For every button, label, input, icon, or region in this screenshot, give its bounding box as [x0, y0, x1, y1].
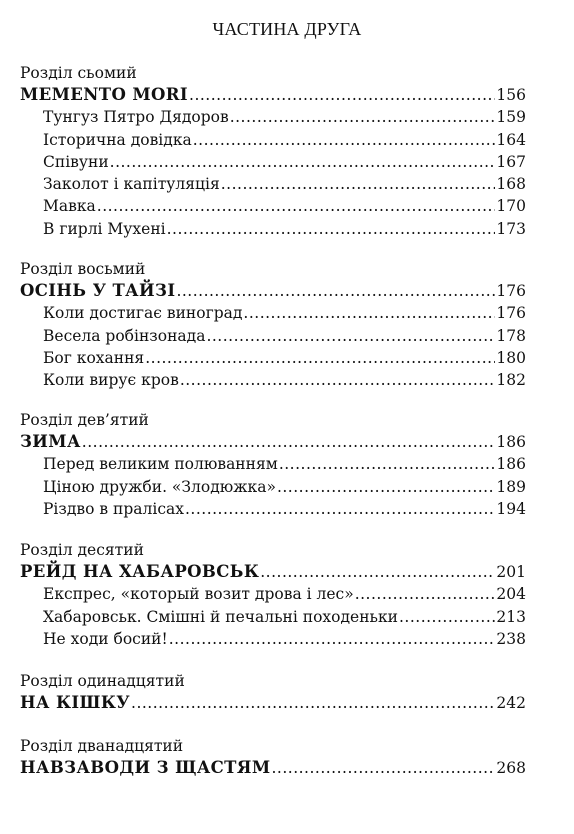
section-label: Розділ одинадцятий: [20, 672, 185, 690]
dot-leader: [399, 606, 495, 628]
entry-title: Весела робінзонада: [43, 326, 206, 345]
toc-entry[interactable]: [20, 151, 526, 173]
section-label: Розділ сьомий: [20, 64, 137, 82]
chapter-title: НАВЗАВОДИ З ЩАСТЯМ: [20, 758, 271, 777]
entry-title: Співуни: [43, 152, 109, 171]
entry-title: Бог кохання: [43, 348, 145, 367]
entry-title: Заколот і капітуляція: [43, 175, 220, 194]
page-number: 189: [496, 477, 526, 496]
toc-entry[interactable]: [20, 302, 526, 324]
page-number: 176: [496, 304, 526, 323]
entry-title: Експрес, «который возит дрова і лес»: [43, 585, 354, 604]
dot-leader: [277, 476, 495, 498]
dot-leader: [193, 129, 496, 151]
toc-section-11: [20, 670, 526, 714]
toc-entry[interactable]: [20, 476, 526, 498]
part-title: ЧАСТИНА ДРУГА: [212, 19, 362, 39]
toc-entry[interactable]: [20, 606, 526, 628]
page-number: 164: [496, 130, 526, 149]
entry-title: Коли достигає виноград: [43, 304, 243, 323]
chapter-row[interactable]: [20, 84, 526, 106]
page-number: 186: [496, 455, 526, 474]
toc-section-10: [20, 539, 526, 650]
toc-section-8: [20, 258, 526, 391]
section-label: Розділ дванадцятий: [20, 737, 184, 755]
page-number: 159: [496, 108, 526, 127]
dot-leader: [279, 453, 496, 475]
dot-leader: [169, 628, 496, 650]
chapter-row[interactable]: [20, 280, 526, 302]
page-number: 182: [496, 371, 526, 390]
page-number: 213: [496, 607, 526, 626]
toc-section-9: [20, 409, 526, 520]
dot-leader: [221, 173, 496, 195]
page-number: 180: [496, 348, 526, 367]
dot-leader: [243, 302, 495, 324]
toc-entry[interactable]: [20, 347, 526, 369]
entry-title: Тунгуз Пятро Дядоров: [43, 108, 229, 127]
toc-entry[interactable]: [20, 369, 526, 391]
toc-entry[interactable]: [20, 173, 526, 195]
section-label: Розділ дев’ятий: [20, 411, 149, 429]
dot-leader: [97, 195, 496, 217]
entry-title: Ціною дружби. «Злодюжка»: [43, 477, 276, 496]
dot-leader: [355, 583, 496, 605]
page-number: 204: [496, 585, 526, 604]
chapter-row[interactable]: [20, 431, 526, 453]
dot-leader: [189, 84, 495, 106]
dot-leader: [206, 325, 495, 347]
toc-entry[interactable]: [20, 195, 526, 217]
page-number: 173: [496, 219, 526, 238]
page-number: 186: [496, 433, 526, 451]
dot-leader: [185, 498, 495, 520]
toc-entry[interactable]: [20, 453, 526, 475]
toc-entry[interactable]: [20, 129, 526, 151]
dot-leader: [230, 106, 496, 128]
dot-leader: [180, 369, 496, 391]
page-number: 167: [496, 152, 526, 171]
dot-leader: [167, 218, 496, 240]
chapter-title: НА КІШКУ: [20, 693, 131, 712]
page-number: 168: [496, 175, 526, 194]
page-number: 170: [496, 197, 526, 216]
entry-title: Мавка: [43, 197, 96, 216]
toc-entry[interactable]: [20, 628, 526, 650]
entry-title: В гирлі Мухені: [43, 219, 166, 238]
toc-section-12: [20, 735, 526, 779]
entry-title: Різдво в пралісах: [43, 499, 184, 518]
section-label: Розділ восьмий: [20, 260, 146, 278]
dot-leader: [82, 431, 496, 453]
toc-entry[interactable]: [20, 106, 526, 128]
section-label: Розділ десятий: [20, 541, 144, 559]
page-number: 176: [496, 282, 526, 300]
entry-title: Коли вирує кров: [43, 371, 179, 390]
entry-title: Хабаровськ. Смішні й печальні походеньки: [43, 607, 398, 626]
chapter-title: ЗИМА: [20, 432, 81, 451]
page-number: 178: [496, 326, 526, 345]
page-number: 268: [496, 759, 526, 777]
toc-entry[interactable]: [20, 583, 526, 605]
chapter-title: ОСІНЬ У ТАЙЗІ: [20, 281, 176, 300]
entry-title: Історична довідка: [43, 130, 192, 149]
chapter-title: РЕЙД НА ХАБАРОВСЬК: [20, 562, 260, 581]
toc-entry[interactable]: [20, 218, 526, 240]
toc-section-7: [20, 62, 526, 240]
toc-entry[interactable]: [20, 498, 526, 520]
dot-leader: [131, 692, 495, 714]
dot-leader: [110, 151, 496, 173]
page-number: 156: [496, 86, 526, 104]
chapter-row[interactable]: [20, 561, 526, 583]
page-number: 242: [496, 694, 526, 712]
page-number: 201: [496, 563, 526, 581]
entry-title: Не ходи босий!: [43, 629, 168, 648]
page-number: 238: [496, 629, 526, 648]
dot-leader: [260, 561, 495, 583]
dot-leader: [176, 280, 495, 302]
entry-title: Перед великим полюванням: [43, 455, 278, 474]
chapter-row[interactable]: [20, 757, 526, 779]
dot-leader: [271, 757, 495, 779]
chapter-title: MEMENTO MORI: [20, 85, 189, 104]
toc-entry[interactable]: [20, 325, 526, 347]
page-number: 194: [496, 499, 526, 518]
chapter-row[interactable]: [20, 692, 526, 714]
dot-leader: [145, 347, 495, 369]
